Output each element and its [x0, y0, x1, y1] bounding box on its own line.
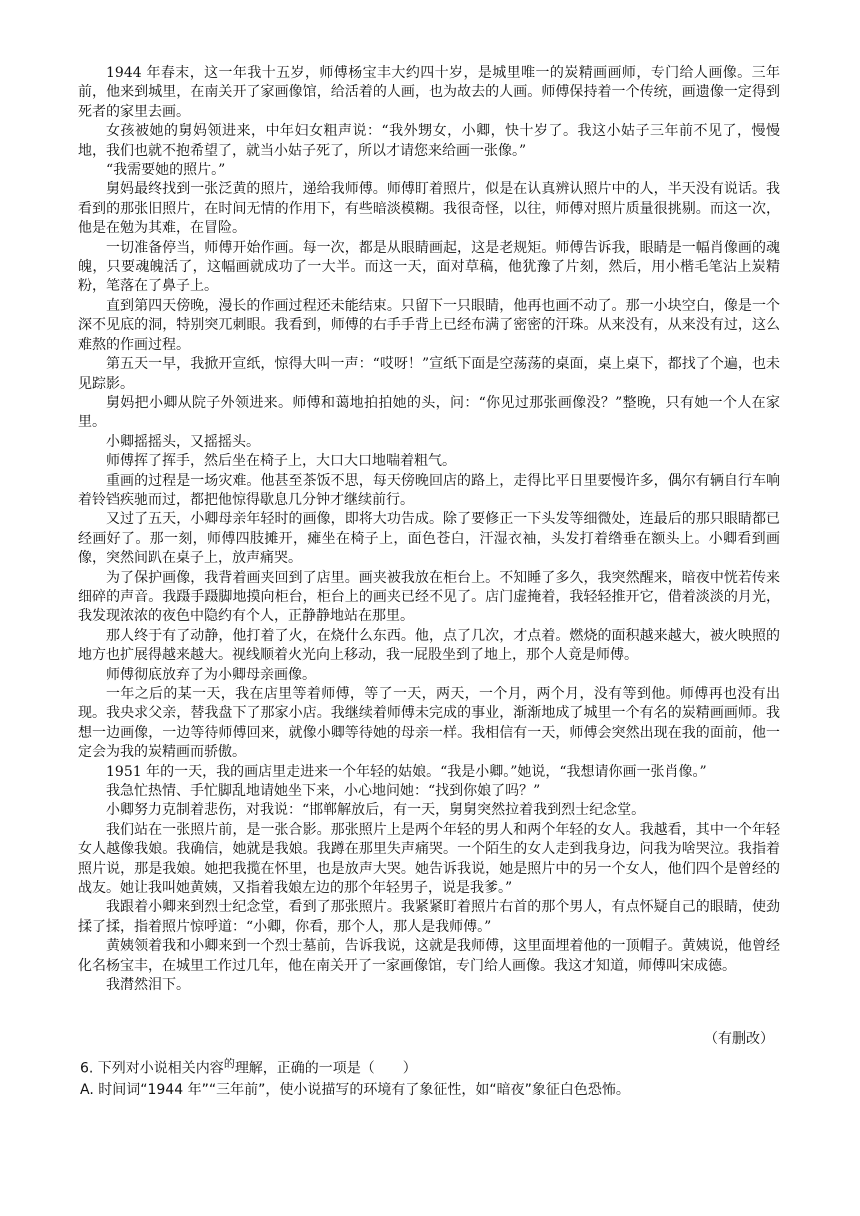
paragraph: 小卿摇摇头，又摇摇头。	[106, 433, 260, 450]
reading-passage	[78, 64, 780, 996]
question-stem-end: 理解，正确的一项是（ ）	[234, 1060, 417, 1077]
paragraph: 第五天一早，我掀开宣纸，惊得大叫一声：“哎呀！”宣纸下面是空荡荡的桌面，桌上桌下，都找了个遍，也未见踪影。	[78, 356, 780, 392]
paragraph: 又过了五天，小卿母亲年轻时的画像，即将大功告成。除了要修正一下头发等细微处，连最后的那只眼睛都已经画好了。那一刻，师傅四肢摊开，瘫坐在椅子上，面色苍白，汗湿衣袖，头发打着绺垂在额头上。小卿看到画像，突然间趴在桌子上，放声痛哭。	[78, 511, 780, 567]
paragraph: 小卿努力克制着悲伤，对我说：“邯郸解放后，有一天，舅舅突然拉着我到烈士纪念堂。	[106, 802, 646, 819]
paragraph: 直到第四天傍晚，漫长的作画过程还未能结束。只留下一只眼睛，他再也画不动了。那一小块空白，像是一个深不见底的洞，特别突兀刺眼。我看到，师傅的右手手背上已经布满了密密的汗珠。从来没有，从来没有过，这么难熬的作画过程。	[78, 297, 780, 353]
paragraph: 师傅挥了挥手，然后坐在椅子上，大口大口地喘着粗气。	[106, 453, 456, 470]
paragraph: 我跟着小卿来到烈士纪念堂，看到了那张照片。我紧紧盯着照片右首的那个男人，有点怀疑自己的眼睛，使劲揉了揉，指着照片惊呼道：“小卿，你看，那个人，那人是我师傅。”	[78, 899, 780, 935]
source-note: （有删改）	[704, 1031, 774, 1047]
paragraph: 我们站在一张照片前，是一张合影。那张照片上是两个年轻的男人和两个年轻的女人。我越看，其中一个年轻女人越像我娘。我确信，她就是我娘。我蹲在那里失声痛哭。一个陌生的女人走到我身边，问我为啥哭泣。我指着照片说，那是我娘。她把我揽在怀里，也是放声大哭。她告诉我说，她是照片中的另一个女人，他们四个是曾经的战友。她让我叫她黄姨，又指着我娘左边的那个年轻男子，说是我爹。”	[78, 821, 780, 897]
paragraph: 舅妈把小卿从院子外领进来。师傅和蔼地拍拍她的头，问：“你见过那张画像没？”整晚，只有她一个人在家里。	[78, 394, 780, 431]
paragraph: 我潸然泪下。	[106, 977, 190, 994]
paragraph: 为了保护画像，我背着画夹回到了店里。画夹被我放在柜台上。不知睡了多久，我突然醒来，暗夜中恍若传来细碎的声音。我蹑手蹑脚地摸向柜台，柜台上的画夹已经不见了。店门虚掩着，我轻轻推开它，借着淡淡的月光，我发现浓浓的夜色中隐约有个人，正静静地站在那里。	[78, 569, 780, 625]
paragraph: “我需要她的照片。”	[106, 162, 226, 179]
paragraph: 一切准备停当，师傅开始作画。每一次，都是从眼睛画起，这是老规矩。师傅告诉我，眼睛是一幅肖像画的魂魄，只要魂魄活了，这幅画就成功了一大半。而这一天，面对草稿，他犹豫了片刻，然后，用小楷毛笔沾上炭精粉，笔落在了鼻子上。	[78, 239, 780, 295]
paragraph: 舅妈最终找到一张泛黄的照片，递给我师傅。师傅盯着照片，似是在认真辨认照片中的人，半天没有说话。我看到的那张旧照片，在时间无情的作用下，有些暗淡模糊。我很奇怪，以往，师傅对照片质量很挑剔。而这一次，他是在勉为其难，在冒险。	[78, 181, 780, 237]
question-stem-superscript: 的	[223, 1057, 235, 1070]
paragraph: 那人终于有了动静，他打着了火，在烧什么东西。他，点了几次，才点着。燃烧的面积越来越大，被火映照的地方也扩展得越来越大。视线顺着火光向上移动，我一屁股坐到了地上，那个人竟是师傅。	[78, 627, 780, 664]
paragraph: 1951 年的一天，我的画店里走进来一个年轻的姑娘。“我是小卿。”她说，“我想请你画一张肖像。”	[106, 763, 707, 780]
paragraph: 重画的过程是一场灾难。他甚至茶饭不思，每天傍晚回店的路上，走得比平日里要慢许多，偶尔有辆自行车响着铃铛疾驰而过，都把他惊得歇息几分钟才继续前行。	[78, 472, 780, 508]
paragraph: 一年之后的某一天，我在店里等着师傅，等了一天，两天，一个月，两个月，没有等到他。师傅再也没有出现。我央求父亲，替我盘下了那家小店。我继续着师傅未完成的事业，渐渐地成了城里一个有名的炭精画画师。我想一边画像，一边等待师傅回来，就像小卿等待她的母亲一样。我相信有一天，师傅会突然出现在我的面前，他一定会为我的炭精画而骄傲。	[78, 686, 780, 761]
paragraph: 女孩被她的舅妈领进来，中年妇女粗声说：“我外甥女，小卿，快十岁了。我这小姑子三年前不见了，慢慢地，我们也就不抱希望了，就当小姑子死了，所以才请您来给画一张像。”	[78, 123, 780, 159]
paragraph: 师傅彻底放弃了为小卿母亲画像。	[106, 666, 316, 683]
question-stem-start: 6. 下列对小说相关内容	[80, 1060, 224, 1077]
paragraph: 1944 年春末，这一年我十五岁，师傅杨宝丰大约四十岁，是城里唯一的炭精画画师，专门给人画像。三年前，他来到城里，在南关开了家画像馆，给活着的人画，也为故去的人画。师傅保持着一个传统，画遗像一定得到死者的家里去画。	[78, 65, 780, 120]
question-stem	[80, 1053, 780, 1080]
paragraph: 黄姨领着我和小卿来到一个烈士墓前，告诉我说，这就是我师傅，这里面埋着他的一顶帽子。黄姨说，他曾经化名杨宝丰，在城里工作过几年，他在南关开了一家画像馆，专门给人画像。我这才知道，师傅叫宋成德。	[78, 938, 780, 974]
option-a: A. 时间词“1944 年”“三年前”，使小说描写的环境有了象征性，如“暗夜”象征白色恐怖。	[80, 1081, 630, 1098]
paragraph: 我急忙热情、手忙脚乱地请她坐下来，小心地问她：“找到你娘了吗？”	[106, 783, 541, 800]
question-6	[80, 1053, 780, 1101]
